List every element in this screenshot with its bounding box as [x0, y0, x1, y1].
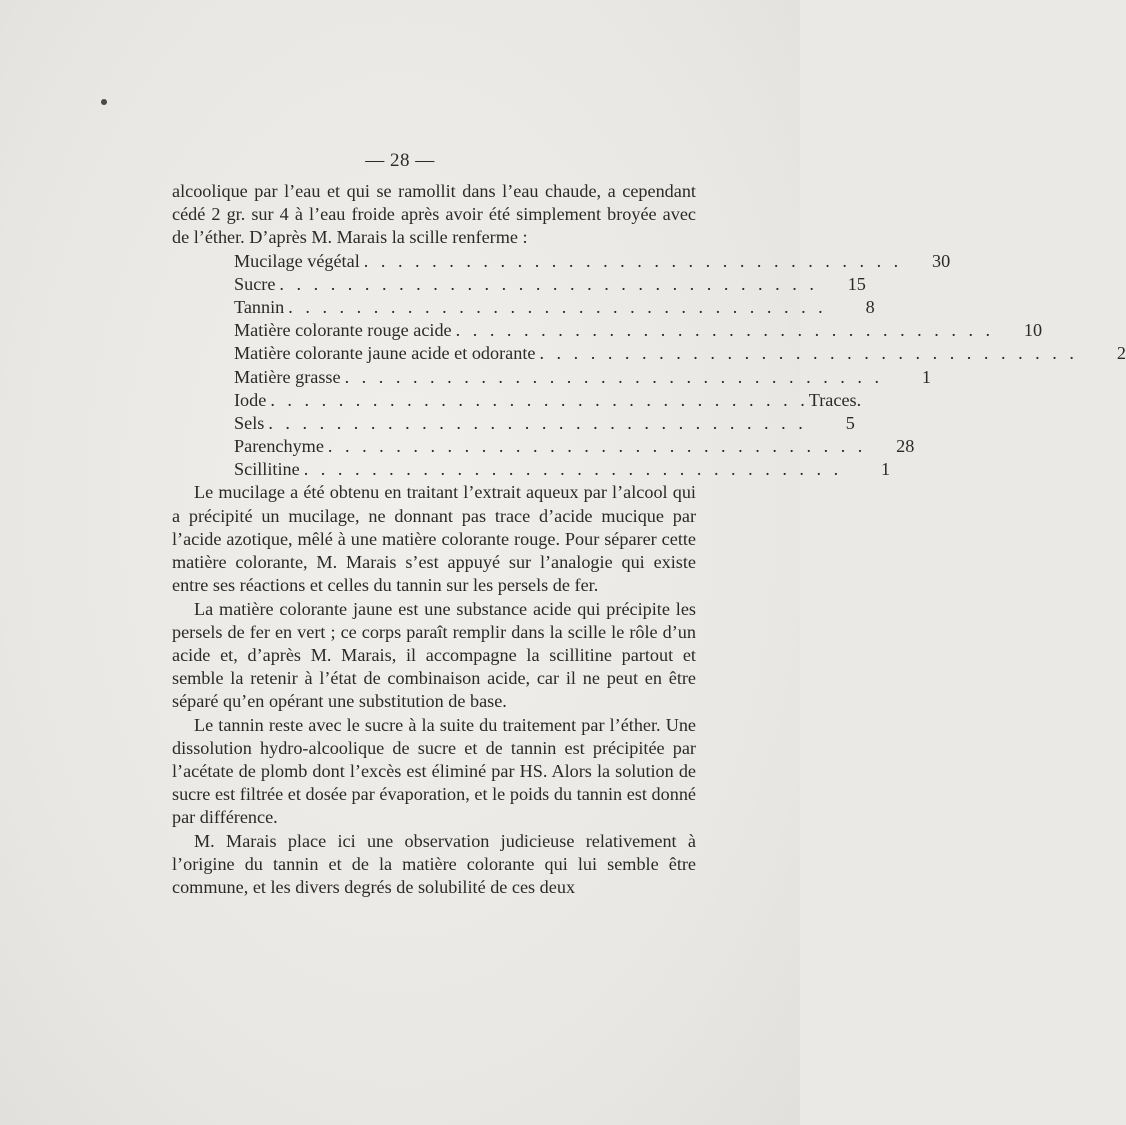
component-name: Parenchyme [234, 436, 324, 457]
component-name: Sucre [234, 273, 276, 294]
paragraph-observation: M. Marais place ici une observation judicieuse relativement à l’origine du tannin et de la matière colorante qui lui semble être commune, et les divers degrés de solubilité de ces deux [172, 830, 696, 897]
composition-row [234, 366, 932, 389]
composition-row [234, 250, 951, 273]
component-value: 2 [1116, 343, 1126, 364]
dot-leader: . . . . . . . . . . . . . . . . . . . . . . . . . . . . . . . . [288, 296, 827, 317]
component-value: 10 [1023, 320, 1043, 341]
dot-leader: . . . . . . . . . . . . . . . . . . . . . . . . . . . . . . . . [344, 366, 884, 387]
paragraph-yellow-colorant: La matière colorante jaune est une substance acide qui précipite les persels de fer en vert ; ce corps paraît remplir dans la scille le rôle d’un acide et, d’après M. Marais, il accompagne la scillitine partout et semble la retenir à l’état de combinaison acide, car il ne peut en être séparé qu’en opérant une substitution de base. [172, 598, 696, 712]
component-value: Traces. [808, 389, 862, 410]
dot-leader: . . . . . . . . . . . . . . . . . . . . . . . . . . . . . . . . [268, 412, 807, 433]
ink-spot [101, 99, 107, 105]
component-name: Iode [234, 389, 267, 410]
component-name: Tannin [234, 296, 285, 317]
component-name: Mucilage végétal [234, 250, 360, 271]
dot-leader: . . . . . . . . . . . . . . . . . . . . . . . . . . . . . . . . [279, 273, 818, 294]
dot-leader: . . . . . . . . . . . . . . . . . . . . . . . . . . . . . . . . [327, 436, 867, 457]
page-number: — 28 — [365, 150, 435, 171]
composition-table [234, 250, 1126, 482]
dot-leader: . . . . . . . . . . . . . . . . . . . . . . . . . . . . . . . . [455, 320, 995, 341]
composition-row [234, 435, 915, 458]
component-value: 5 [845, 412, 855, 433]
component-value: 30 [932, 250, 951, 271]
composition-row [234, 412, 855, 435]
component-value: 1 [881, 459, 891, 480]
component-name: Scillitine [234, 459, 300, 480]
paragraph-tannin: Le tannin reste avec le sucre à la suite du traitement par l’éther. Une dissolution hydro-alcoolique de sucre et de tannin est précipitée par l’acétate de plomb dont l’excès est éliminé par HS. Alors la solution de sucre est filtrée et dosée par évaporation, et le poids du tannin est donné par différence. [172, 714, 696, 828]
composition-row [234, 342, 1126, 365]
composition-row [234, 389, 862, 412]
dot-leader: . . . . . . . . . . . . . . . . . . . . . . . . . . . . . . . . [303, 459, 843, 480]
component-name: Sels [234, 412, 265, 433]
composition-row [234, 273, 866, 296]
component-name: Matière colorante jaune acide et odorante [234, 343, 536, 364]
dot-leader: . . . . . . . . . . . . . . . . . . . . . . . . . . . . . . . . [270, 389, 809, 410]
composition-row [234, 458, 891, 481]
component-name: Matière colorante rouge acide [234, 320, 452, 341]
dot-leader: . . . . . . . . . . . . . . . . . . . . . . . . . . . . . . . . [363, 250, 903, 271]
composition-row [234, 319, 1043, 342]
dot-leader: . . . . . . . . . . . . . . . . . . . . . . . . . . . . . . . . [539, 343, 1078, 364]
component-value: 1 [921, 366, 932, 387]
body-text [172, 180, 1126, 899]
paragraph-intro: alcoolique par l’eau et qui se ramollit dans l’eau chaude, a cependant cédé 2 gr. sur 4 à l’eau froide après avoir été simplement broyée avec de l’éther. D’après M. Marais la scille renferme : [172, 181, 696, 248]
composition-row [234, 296, 875, 319]
component-value: 15 [847, 273, 866, 294]
component-value: 8 [865, 296, 875, 317]
paragraph-mucilage: Le mucilage a été obtenu en traitant l’extrait aqueux par l’alcool qui a précipité un mucilage, ne donnant pas trace d’acide mucique par l’acide azotique, mêlé à une matière colorante rouge. Pour séparer cette matière colorante, M. Marais s’est appuyé sur l’analogie qui existe entre ses réactions et celles du tannin sur les persels de fer. [172, 482, 696, 596]
component-value: 28 [896, 436, 915, 457]
component-name: Matière grasse [234, 366, 341, 387]
